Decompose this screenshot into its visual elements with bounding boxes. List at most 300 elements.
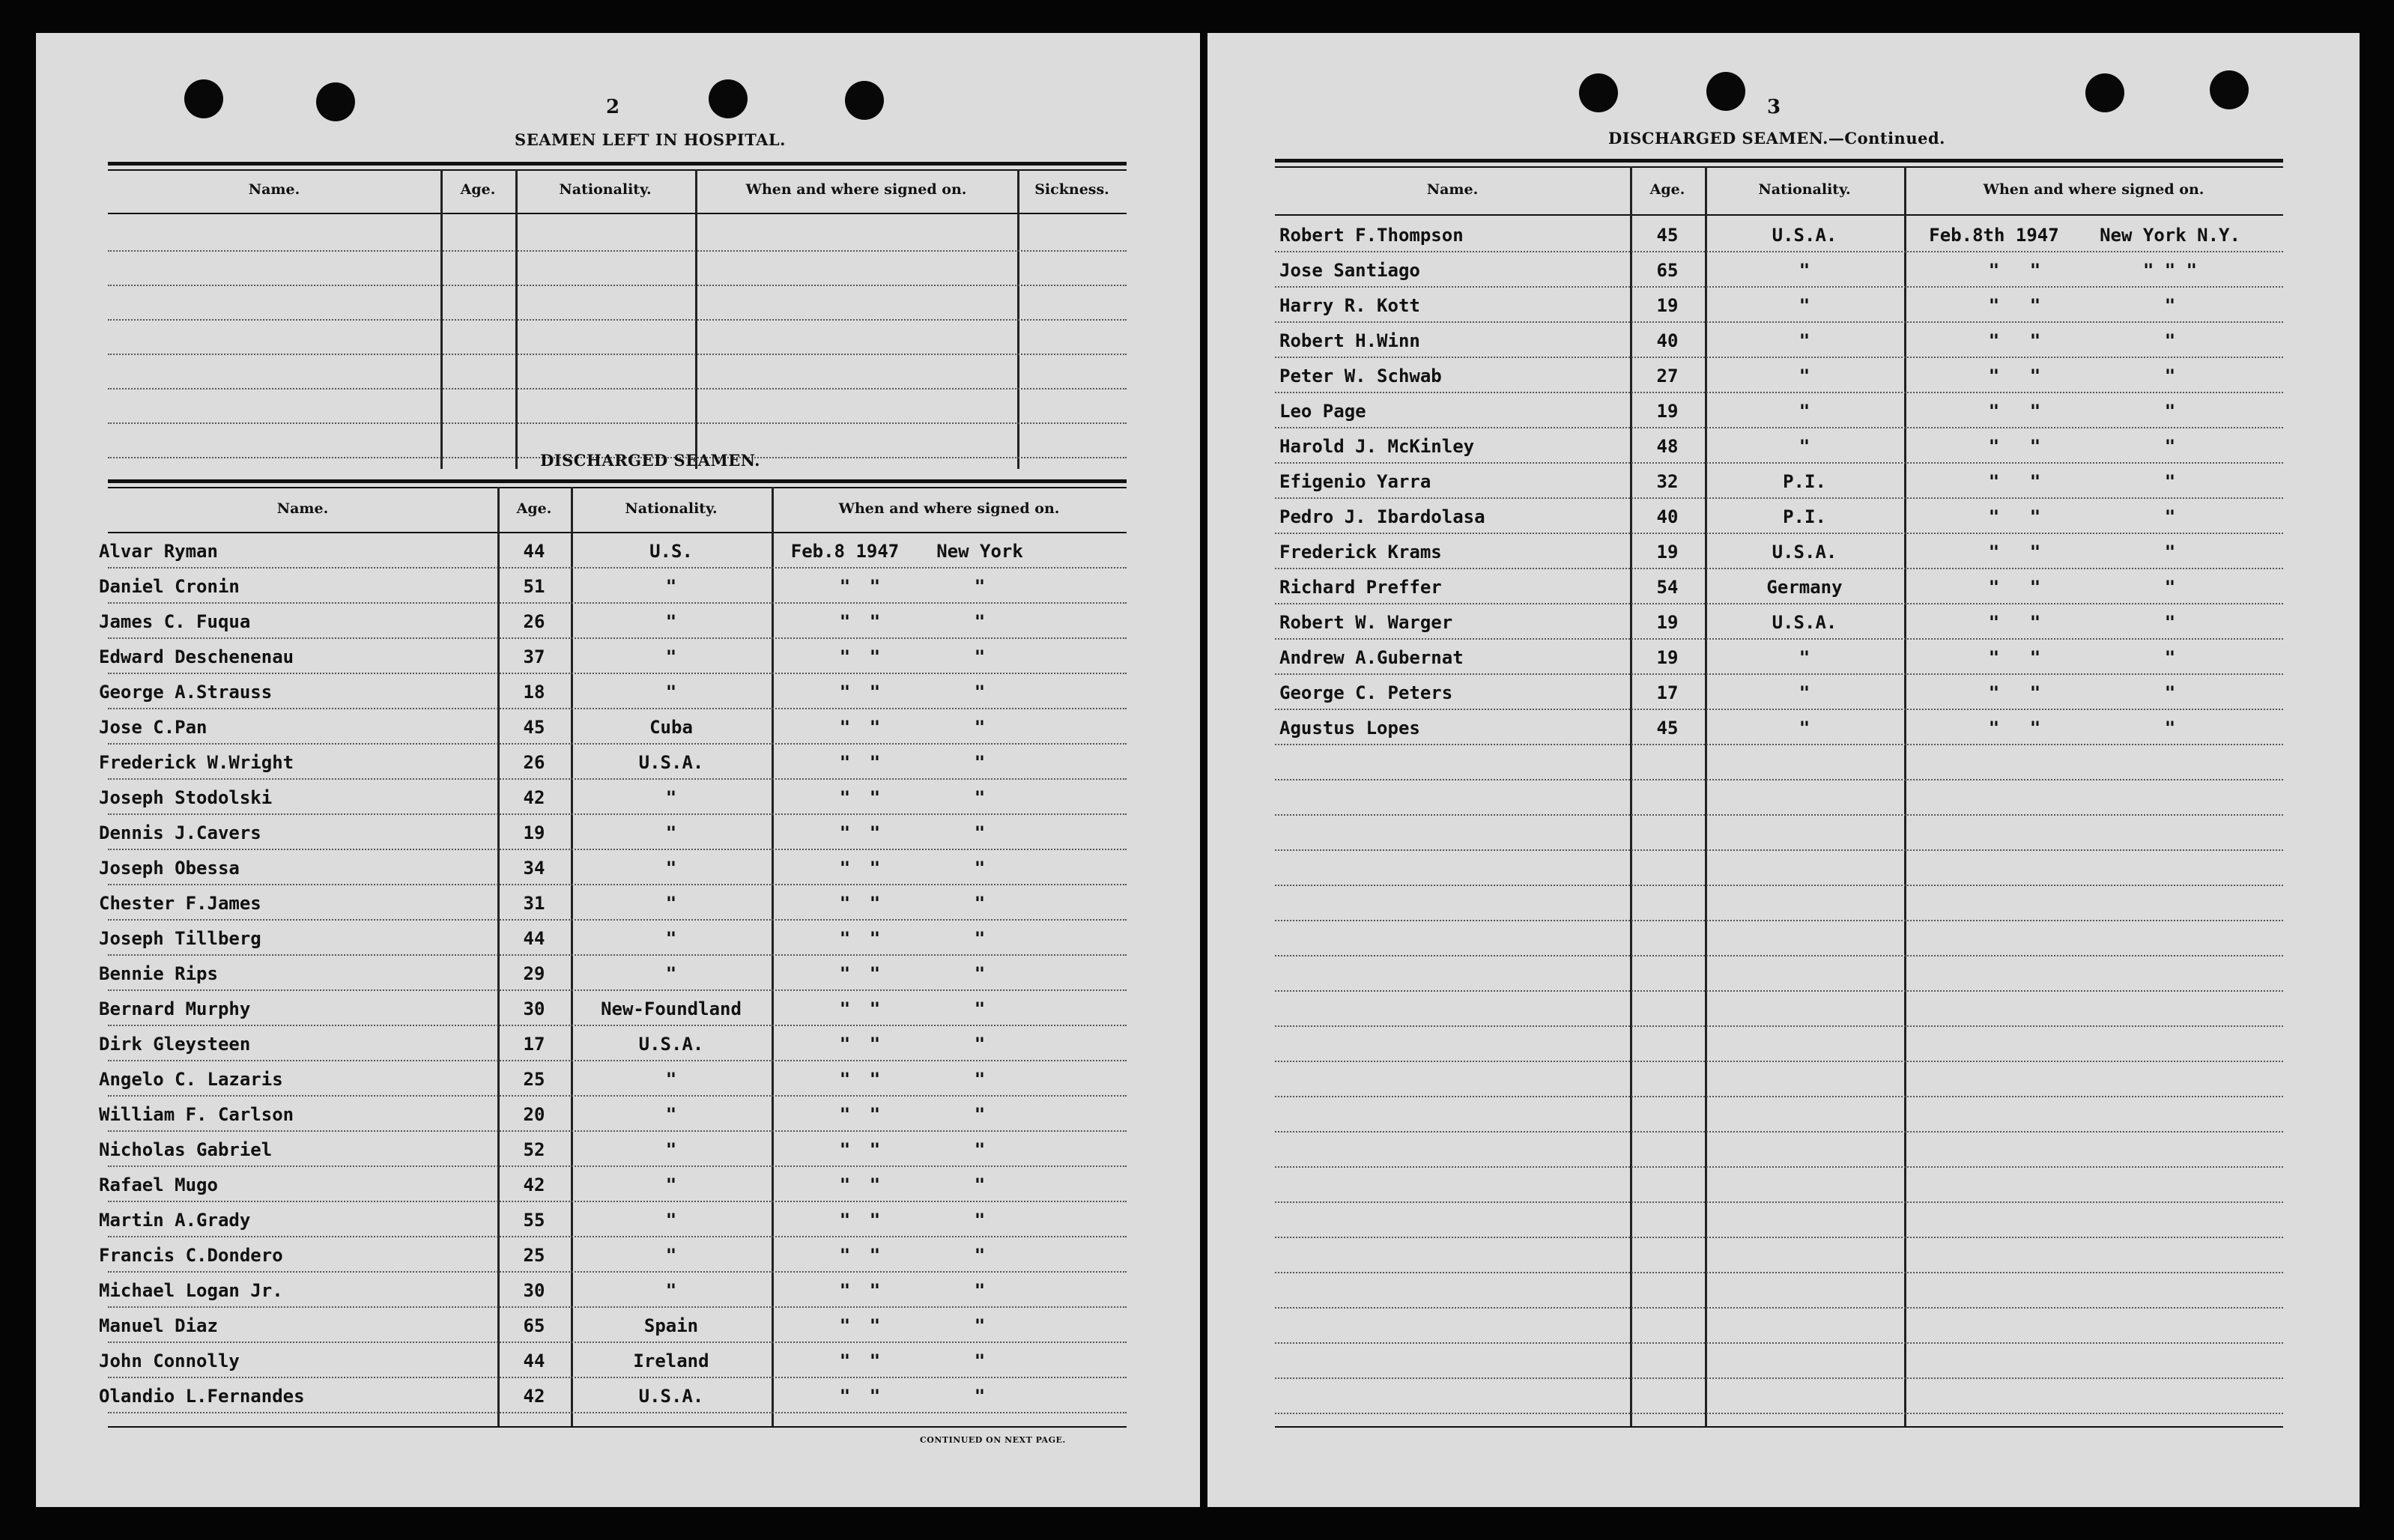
signed-on-place: " xyxy=(974,1069,986,1090)
seaman-name: Dirk Gleysteen xyxy=(99,1034,251,1055)
signed-on-place: " xyxy=(974,646,986,667)
seaman-nationality: " xyxy=(1798,330,1810,351)
row-dotted-line xyxy=(108,1236,1127,1237)
signed-on-date: " xyxy=(839,1280,851,1301)
seaman-age: 42 xyxy=(523,1386,545,1407)
signed-on-date: " xyxy=(839,752,851,773)
seaman-nationality: " xyxy=(665,1210,677,1231)
punch-hole xyxy=(316,82,355,121)
seaman-age: 19 xyxy=(1656,647,1679,668)
row-dotted-line xyxy=(108,849,1127,850)
seaman-nationality: New-Foundland xyxy=(601,998,742,1019)
seaman-age: 54 xyxy=(1656,577,1679,598)
signed-on-date: " xyxy=(1988,366,2000,386)
seaman-nationality: " xyxy=(665,787,677,808)
seaman-name: Peter W. Schwab xyxy=(1279,366,1442,386)
signed-on-ditto: " xyxy=(2029,436,2041,457)
seaman-name: Daniel Cronin xyxy=(99,576,240,597)
signed-on-place: " xyxy=(974,611,986,632)
signed-on-ditto: " xyxy=(869,822,881,843)
signed-on-date: " xyxy=(839,998,851,1019)
punch-hole xyxy=(845,81,884,120)
row-dotted-line xyxy=(108,1201,1127,1202)
signed-on-ditto: " xyxy=(869,1139,881,1160)
signed-on-date: " xyxy=(1988,295,2000,316)
signed-on-ditto: " xyxy=(869,717,881,738)
row-dotted-line xyxy=(108,884,1127,885)
seaman-nationality: " xyxy=(665,963,677,984)
signed-on-date: " xyxy=(839,1210,851,1231)
signed-on-ditto: " xyxy=(869,1104,881,1125)
row-dotted-line xyxy=(108,1306,1127,1308)
signed-on-date: " xyxy=(839,611,851,632)
continued-header-age: Age. xyxy=(1649,181,1685,198)
signed-on-place: " xyxy=(2164,542,2176,563)
seaman-age: 17 xyxy=(523,1034,545,1055)
seaman-nationality: " xyxy=(665,858,677,879)
continued-header-signed-on: When and where signed on. xyxy=(1983,181,2204,198)
empty-row-line xyxy=(1275,1413,2283,1414)
signed-on-place: " " " xyxy=(2142,260,2198,281)
signed-on-place: " xyxy=(974,1139,986,1160)
punch-hole xyxy=(1579,73,1618,112)
signed-on-date: " xyxy=(1988,471,2000,492)
empty-row-line xyxy=(1275,1131,2283,1133)
signed-on-place: " xyxy=(974,858,986,879)
seaman-age: 42 xyxy=(523,787,545,808)
row-dotted-line xyxy=(1275,357,2283,358)
seaman-age: 19 xyxy=(1656,295,1679,316)
seaman-age: 32 xyxy=(1656,471,1679,492)
seaman-name: Martin A.Grady xyxy=(99,1210,251,1231)
signed-on-date: " xyxy=(839,858,851,879)
signed-on-date: " xyxy=(839,893,851,914)
seaman-age: 25 xyxy=(523,1069,545,1090)
hospital-section-title: SEAMEN LEFT IN HOSPITAL. xyxy=(515,130,786,149)
signed-on-date: Feb.8th 1947 xyxy=(1929,225,2059,246)
seaman-nationality: " xyxy=(665,646,677,667)
seaman-name: Edward Deschenenau xyxy=(99,646,294,667)
seaman-name: George A.Strauss xyxy=(99,682,273,703)
signed-on-date: " xyxy=(1988,506,2000,527)
signed-on-ditto: " xyxy=(2029,647,2041,668)
seaman-nationality: U.S.A. xyxy=(638,1386,704,1407)
seaman-age: 65 xyxy=(523,1315,545,1336)
row-dotted-line xyxy=(1275,427,2283,428)
continued-note: CONTINUED ON NEXT PAGE. xyxy=(920,1435,1066,1445)
seaman-name: Joseph Tillberg xyxy=(99,928,261,949)
row-dotted-line xyxy=(1275,286,2283,288)
signed-on-place: " xyxy=(974,1315,986,1336)
row-dotted-line xyxy=(108,1025,1127,1026)
signed-on-place: " xyxy=(2164,366,2176,386)
seaman-age: 17 xyxy=(1656,682,1679,703)
signed-on-ditto: " xyxy=(869,893,881,914)
row-dotted-line xyxy=(108,1165,1127,1167)
signed-on-date: " xyxy=(1988,330,2000,351)
seaman-nationality: P.I. xyxy=(1783,506,1826,527)
signed-on-date: " xyxy=(1988,577,2000,598)
signed-on-place: " xyxy=(2164,436,2176,457)
seaman-age: 55 xyxy=(523,1210,545,1231)
empty-row-line xyxy=(1275,1342,2283,1344)
signed-on-place: " xyxy=(2164,682,2176,703)
seaman-name: Frederick Krams xyxy=(1279,542,1442,563)
seaman-name: Joseph Stodolski xyxy=(99,787,273,808)
seaman-nationality: " xyxy=(665,1139,677,1160)
signed-on-place: " xyxy=(974,717,986,738)
seaman-name: Robert F.Thompson xyxy=(1279,225,1464,246)
signed-on-date: " xyxy=(1988,542,2000,563)
seaman-age: 37 xyxy=(523,646,545,667)
punch-hole xyxy=(2085,73,2124,112)
signed-on-ditto: " xyxy=(869,963,881,984)
hospital-header-name: Name. xyxy=(248,181,300,198)
empty-row-line xyxy=(1275,1096,2283,1097)
empty-row-line xyxy=(1275,1025,2283,1027)
seaman-age: 34 xyxy=(523,858,545,879)
seaman-nationality: U.S.A. xyxy=(638,752,704,773)
seaman-age: 65 xyxy=(1656,260,1679,281)
row-dotted-line xyxy=(108,778,1127,780)
row-dotted-line xyxy=(108,813,1127,815)
seaman-age: 45 xyxy=(1656,225,1679,246)
signed-on-place: " xyxy=(974,1280,986,1301)
seaman-nationality: Spain xyxy=(643,1315,699,1336)
signed-on-ditto: " xyxy=(869,1386,881,1407)
seaman-age: 30 xyxy=(523,998,545,1019)
signed-on-date: " xyxy=(839,1350,851,1371)
discharged-header-signed-on: When and where signed on. xyxy=(838,500,1060,517)
seaman-name: Joseph Obessa xyxy=(99,858,240,879)
empty-row-line xyxy=(1275,1166,2283,1168)
row-dotted-line xyxy=(108,954,1127,956)
signed-on-place: " xyxy=(974,963,986,984)
signed-on-ditto: " xyxy=(869,1034,881,1055)
signed-on-place: " xyxy=(974,787,986,808)
seaman-name: Bennie Rips xyxy=(99,963,218,984)
signed-on-date: " xyxy=(839,1174,851,1195)
seaman-nationality: " xyxy=(1798,718,1810,739)
row-dotted-line xyxy=(108,1377,1127,1378)
punch-hole xyxy=(1706,72,1745,111)
seaman-age: 42 xyxy=(523,1174,545,1195)
seaman-nationality: P.I. xyxy=(1783,471,1826,492)
row-dotted-line xyxy=(1275,533,2283,534)
seaman-age: 40 xyxy=(1656,330,1679,351)
seaman-nationality: Germany xyxy=(1766,577,1843,598)
signed-on-ditto: " xyxy=(2029,682,2041,703)
signed-on-ditto: " xyxy=(869,1245,881,1266)
empty-row-line xyxy=(1275,920,2283,921)
row-dotted-line xyxy=(1275,462,2283,464)
row-dotted-line xyxy=(1275,638,2283,640)
row-dotted-line xyxy=(108,919,1127,921)
signed-on-date: " xyxy=(839,717,851,738)
signed-on-place: " xyxy=(974,1386,986,1407)
signed-on-ditto: " xyxy=(869,998,881,1019)
signed-on-place: " xyxy=(2164,612,2176,633)
signed-on-place: " xyxy=(2164,471,2176,492)
seaman-age: 31 xyxy=(523,893,545,914)
row-dotted-line xyxy=(1275,673,2283,675)
seaman-age: 45 xyxy=(523,717,545,738)
row-dotted-line xyxy=(1275,321,2283,323)
signed-on-date: " xyxy=(839,928,851,949)
signed-on-date: " xyxy=(839,822,851,843)
seaman-age: 19 xyxy=(523,822,545,843)
row-dotted-line xyxy=(108,1271,1127,1273)
seaman-nationality: U.S.A. xyxy=(1772,225,1837,246)
seaman-name: Jose Santiago xyxy=(1279,260,1420,281)
empty-row-line xyxy=(1275,849,2283,851)
seaman-nationality: " xyxy=(665,893,677,914)
signed-on-ditto: " xyxy=(869,752,881,773)
discharged-section-title: DISCHARGED SEAMEN. xyxy=(540,451,760,470)
right-page xyxy=(1207,33,2360,1507)
row-dotted-line xyxy=(108,1095,1127,1097)
signed-on-ditto: " xyxy=(2029,577,2041,598)
continued-header-nationality: Nationality. xyxy=(1758,181,1851,198)
signed-on-place: " xyxy=(2164,577,2176,598)
empty-row-line xyxy=(1275,1201,2283,1203)
signed-on-date: " xyxy=(839,1139,851,1160)
signed-on-ditto: " xyxy=(2029,471,2041,492)
signed-on-ditto: " xyxy=(869,611,881,632)
seaman-nationality: " xyxy=(665,611,677,632)
seaman-age: 44 xyxy=(523,541,545,562)
seaman-name: Pedro J. Ibardolasa xyxy=(1279,506,1485,527)
signed-on-date: " xyxy=(839,1034,851,1055)
signed-on-ditto: " xyxy=(869,928,881,949)
signed-on-date: " xyxy=(839,646,851,667)
signed-on-date: " xyxy=(1988,718,2000,739)
signed-on-ditto: " xyxy=(869,1280,881,1301)
seaman-name: Francis C.Dondero xyxy=(99,1245,283,1266)
signed-on-date: " xyxy=(839,576,851,597)
signed-on-ditto: " xyxy=(869,1350,881,1371)
signed-on-place: " xyxy=(974,822,986,843)
seaman-nationality: " xyxy=(1798,401,1810,422)
seaman-age: 25 xyxy=(523,1245,545,1266)
seaman-age: 27 xyxy=(1656,366,1679,386)
seaman-age: 52 xyxy=(523,1139,545,1160)
seaman-age: 26 xyxy=(523,611,545,632)
signed-on-date: " xyxy=(839,682,851,703)
seaman-name: George C. Peters xyxy=(1279,682,1453,703)
seaman-nationality: Cuba xyxy=(649,717,693,738)
seaman-name: Michael Logan Jr. xyxy=(99,1280,283,1301)
seaman-nationality: Ireland xyxy=(633,1350,709,1371)
seaman-age: 51 xyxy=(523,576,545,597)
seaman-name: Robert H.Winn xyxy=(1279,330,1420,351)
row-dotted-line xyxy=(1275,603,2283,604)
row-dotted-line xyxy=(108,567,1127,569)
signed-on-place: " xyxy=(974,752,986,773)
seaman-age: 19 xyxy=(1656,542,1679,563)
signed-on-date: " xyxy=(1988,260,2000,281)
signed-on-place: " xyxy=(2164,506,2176,527)
hospital-header-age: Age. xyxy=(460,181,496,198)
row-dotted-line xyxy=(108,673,1127,674)
seaman-nationality: U.S. xyxy=(649,541,693,562)
seaman-name: Efigenio Yarra xyxy=(1279,471,1431,492)
signed-on-place: " xyxy=(974,998,986,1019)
seaman-name: William F. Carlson xyxy=(99,1104,294,1125)
seaman-nationality: " xyxy=(665,928,677,949)
signed-on-place: " xyxy=(974,576,986,597)
seaman-age: 29 xyxy=(523,963,545,984)
signed-on-place: " xyxy=(2164,330,2176,351)
seaman-age: 18 xyxy=(523,682,545,703)
signed-on-place: " xyxy=(974,1174,986,1195)
empty-row-line xyxy=(1275,885,2283,886)
signed-on-place: " xyxy=(974,1245,986,1266)
signed-on-ditto: " xyxy=(869,858,881,879)
signed-on-date: " xyxy=(839,787,851,808)
seaman-age: 19 xyxy=(1656,401,1679,422)
row-dotted-line xyxy=(108,1342,1127,1343)
row-dotted-line xyxy=(108,1060,1127,1061)
page-number: 2 xyxy=(605,96,620,118)
seaman-nationality: " xyxy=(665,682,677,703)
signed-on-date: " xyxy=(839,1069,851,1090)
signed-on-date: Feb.8 1947 xyxy=(790,541,900,562)
seaman-name: Frederick W.Wright xyxy=(99,752,294,773)
seaman-age: 30 xyxy=(523,1280,545,1301)
row-dotted-line xyxy=(1275,709,2283,710)
signed-on-ditto: " xyxy=(2029,718,2041,739)
signed-on-place: " xyxy=(974,1034,986,1055)
signed-on-place: " xyxy=(974,1104,986,1125)
signed-on-date: " xyxy=(839,1104,851,1125)
seaman-name: Harry R. Kott xyxy=(1279,295,1420,316)
seaman-name: Jose C.Pan xyxy=(99,717,207,738)
row-dotted-line xyxy=(1275,497,2283,499)
seaman-nationality: " xyxy=(665,576,677,597)
seaman-nationality: U.S.A. xyxy=(1772,542,1837,563)
seaman-nationality: U.S.A. xyxy=(638,1034,704,1055)
empty-row-line xyxy=(1275,955,2283,957)
signed-on-ditto: " xyxy=(869,1315,881,1336)
signed-on-place: " xyxy=(2164,647,2176,668)
signed-on-place: " xyxy=(2164,401,2176,422)
empty-row-line xyxy=(1275,814,2283,816)
punch-hole xyxy=(184,79,223,118)
signed-on-ditto: " xyxy=(2029,506,2041,527)
seaman-name: Bernard Murphy xyxy=(99,998,251,1019)
signed-on-place: " xyxy=(974,1350,986,1371)
signed-on-date: " xyxy=(839,1315,851,1336)
row-dotted-line xyxy=(108,1412,1127,1413)
hospital-header-sickness: Sickness. xyxy=(1034,181,1109,198)
signed-on-ditto: " xyxy=(869,1069,881,1090)
page-number: 3 xyxy=(1766,96,1781,118)
seaman-nationality: U.S.A. xyxy=(1772,612,1837,633)
seaman-nationality: " xyxy=(1798,647,1810,668)
row-dotted-line xyxy=(108,989,1127,991)
signed-on-ditto: " xyxy=(2029,330,2041,351)
seaman-nationality: " xyxy=(665,1104,677,1125)
seaman-nationality: " xyxy=(665,1174,677,1195)
seaman-nationality: " xyxy=(1798,366,1810,386)
seaman-name: Andrew A.Gubernat xyxy=(1279,647,1464,668)
seaman-name: Agustus Lopes xyxy=(1279,718,1420,739)
seaman-name: Richard Preffer xyxy=(1279,577,1442,598)
punch-hole xyxy=(2210,70,2249,109)
discharged-header-name: Name. xyxy=(276,500,329,517)
signed-on-ditto: " xyxy=(869,1210,881,1231)
empty-row-line xyxy=(1275,1272,2283,1273)
signed-on-ditto: " xyxy=(869,682,881,703)
signed-on-ditto: " xyxy=(2029,295,2041,316)
seaman-name: Dennis J.Cavers xyxy=(99,822,261,843)
seaman-age: 20 xyxy=(523,1104,545,1125)
seaman-nationality: " xyxy=(1798,682,1810,703)
seaman-age: 26 xyxy=(523,752,545,773)
seaman-name: Robert W. Warger xyxy=(1279,612,1453,633)
signed-on-place: " xyxy=(974,893,986,914)
seaman-nationality: " xyxy=(665,1069,677,1090)
signed-on-date: " xyxy=(1988,436,2000,457)
row-dotted-line xyxy=(108,1130,1127,1132)
seaman-age: 44 xyxy=(523,1350,545,1371)
signed-on-date: " xyxy=(839,963,851,984)
signed-on-ditto: " xyxy=(869,576,881,597)
hospital-header-nationality: Nationality. xyxy=(559,181,652,198)
signed-on-place: " xyxy=(2164,295,2176,316)
row-dotted-line xyxy=(1275,251,2283,252)
signed-on-date: " xyxy=(1988,612,2000,633)
empty-row-line xyxy=(1275,1237,2283,1238)
signed-on-date: " xyxy=(839,1245,851,1266)
discharged-header-age: Age. xyxy=(516,500,552,517)
signed-on-place: " xyxy=(974,1210,986,1231)
signed-on-place: " xyxy=(2164,718,2176,739)
seaman-age: 45 xyxy=(1656,718,1679,739)
row-dotted-line xyxy=(108,708,1127,709)
signed-on-ditto: " xyxy=(2029,260,2041,281)
seaman-age: 48 xyxy=(1656,436,1679,457)
signed-on-place: New York xyxy=(936,541,1023,562)
empty-row-line xyxy=(1275,1377,2283,1379)
seaman-name: Leo Page xyxy=(1279,401,1366,422)
seaman-age: 19 xyxy=(1656,612,1679,633)
seaman-name: Olandio L.Fernandes xyxy=(99,1386,305,1407)
seaman-nationality: " xyxy=(1798,295,1810,316)
discharged-header-nationality: Nationality. xyxy=(625,500,718,517)
seaman-name: Angelo C. Lazaris xyxy=(99,1069,283,1090)
signed-on-date: " xyxy=(839,1386,851,1407)
row-dotted-line xyxy=(108,602,1127,604)
row-dotted-line xyxy=(1275,392,2283,393)
signed-on-ditto: " xyxy=(2029,366,2041,386)
row-dotted-line xyxy=(108,637,1127,639)
seaman-nationality: " xyxy=(665,822,677,843)
signed-on-ditto: " xyxy=(869,1174,881,1195)
punch-hole xyxy=(709,79,748,118)
empty-row-line xyxy=(1275,1061,2283,1062)
seaman-name: John Connolly xyxy=(99,1350,240,1371)
seaman-name: Harold J. McKinley xyxy=(1279,436,1475,457)
empty-row-line xyxy=(1275,779,2283,780)
seaman-age: 44 xyxy=(523,928,545,949)
seaman-name: James C. Fuqua xyxy=(99,611,251,632)
signed-on-date: " xyxy=(1988,401,2000,422)
signed-on-ditto: " xyxy=(2029,401,2041,422)
row-dotted-line xyxy=(1275,568,2283,569)
row-dotted-line xyxy=(1275,744,2283,745)
